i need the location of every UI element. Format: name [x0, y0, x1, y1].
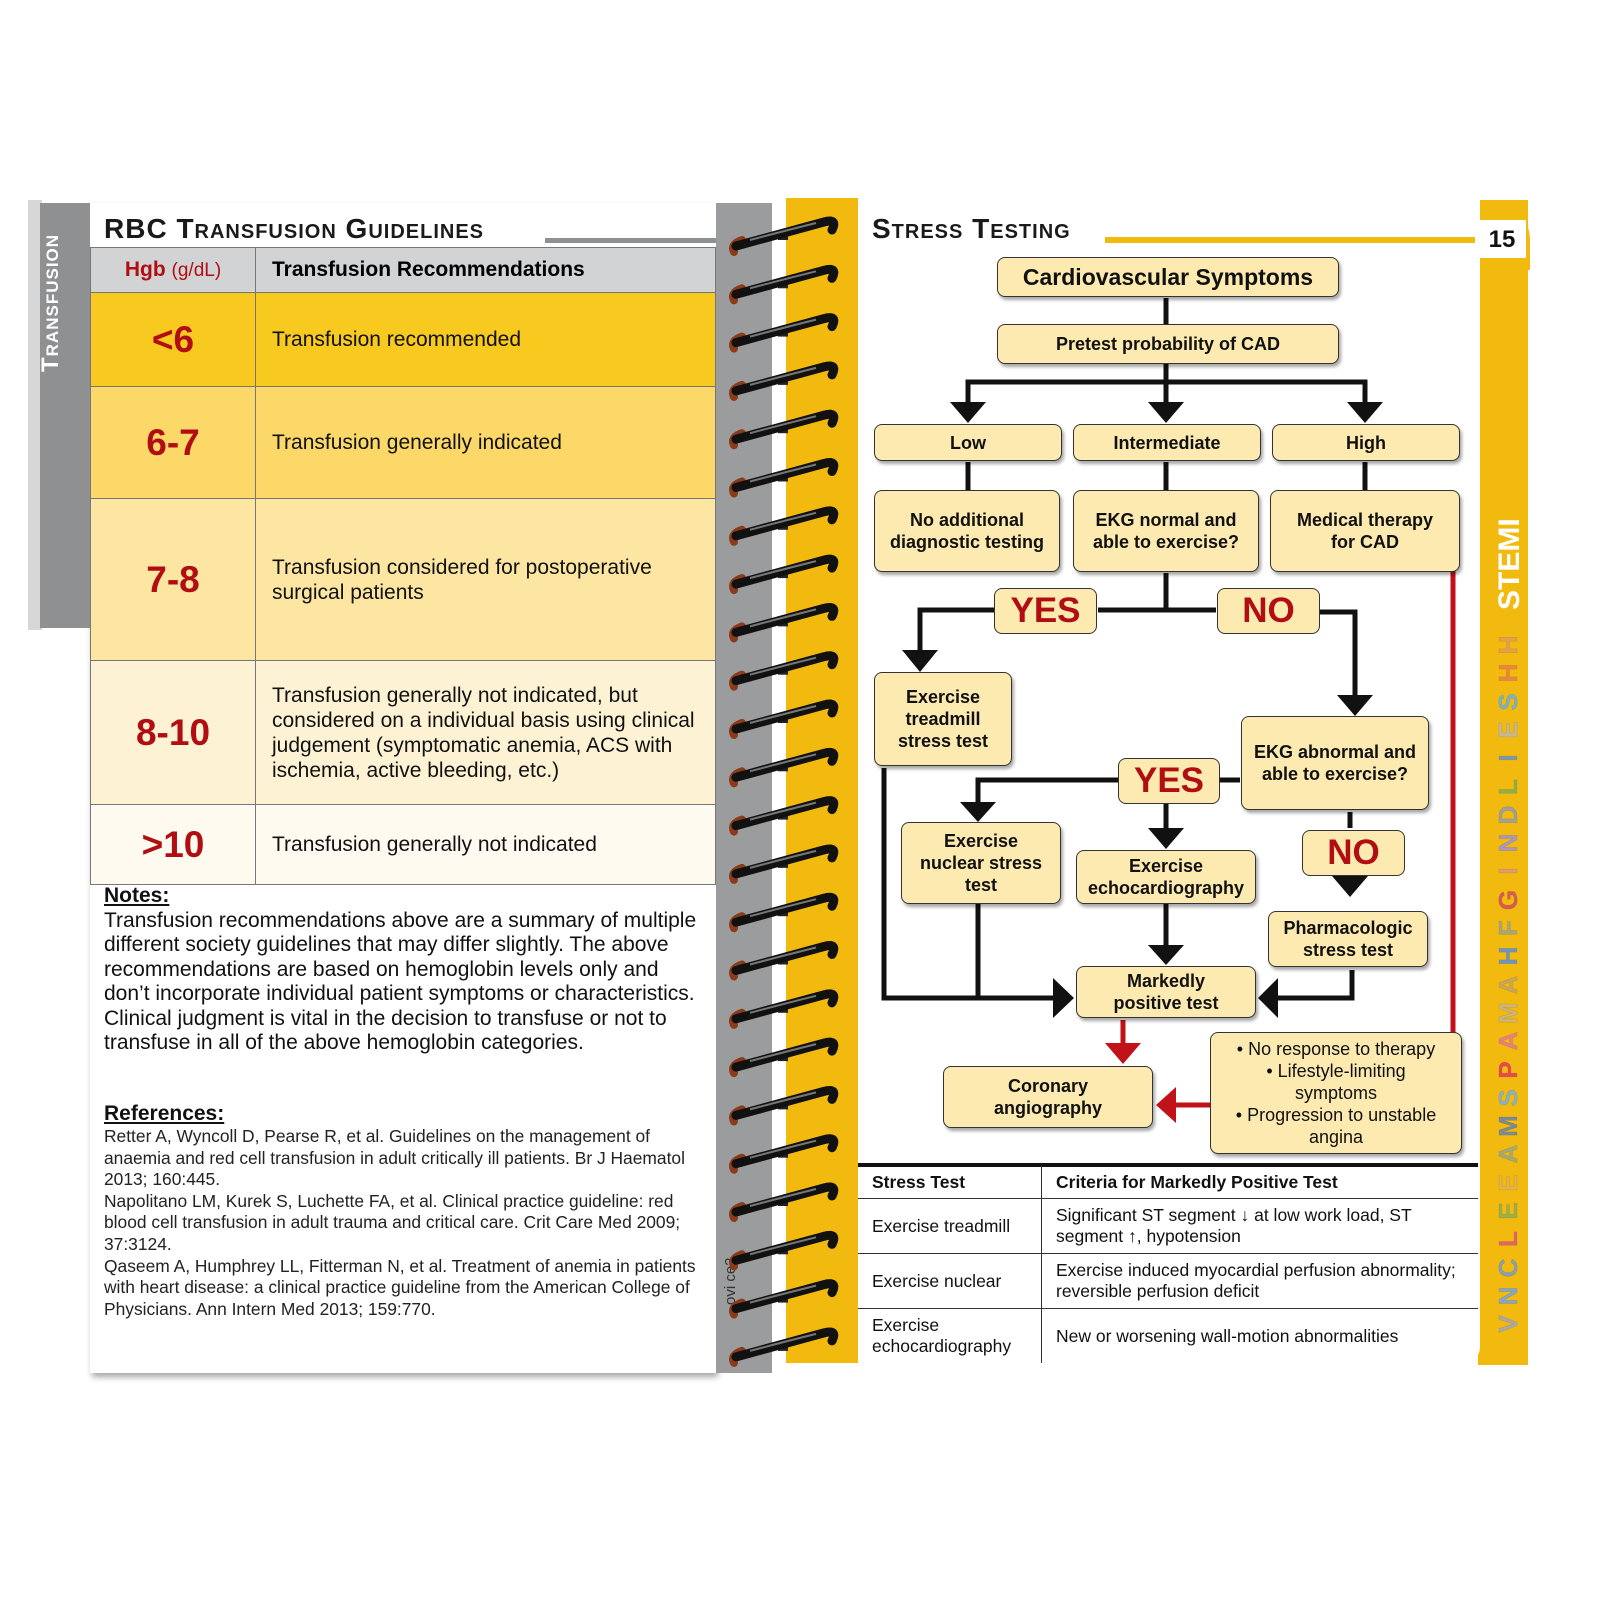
spiral-coil [733, 414, 834, 445]
criteria-header: Criteria for Markedly Positive Test [1042, 1166, 1479, 1199]
test-name: Exercise nuclear [858, 1254, 1042, 1309]
index-tab-letter[interactable]: M [1493, 1115, 1523, 1137]
page-number: 15 [1488, 226, 1516, 253]
references-section [104, 1102, 704, 1320]
table-row [858, 1199, 1478, 1254]
index-tab-letter[interactable]: N [1493, 1286, 1523, 1306]
transfusion-table [90, 247, 716, 885]
no-additional-testing-box: No additional diagnostic testing [874, 490, 1060, 572]
page-title-stress-testing: Stress Testing [872, 213, 1071, 244]
hgb-value: >10 [91, 805, 256, 885]
page-title-rbc: RBC Transfusion Guidelines [104, 213, 485, 244]
spiral-coil [733, 1284, 834, 1315]
connector [978, 780, 1118, 804]
table-row [91, 499, 716, 661]
index-tab-letter[interactable]: P [1493, 1060, 1523, 1079]
yes-label: YES [994, 588, 1097, 634]
pretest-probability-box: Pretest probability of CAD [997, 324, 1339, 364]
hgb-value: 8-10 [91, 661, 256, 805]
index-tab-letter[interactable]: A [1493, 1145, 1523, 1164]
index-tab-letter[interactable]: N [1493, 833, 1523, 853]
table-row [91, 293, 716, 387]
criteria-table [858, 1166, 1478, 1363]
hgb-value: 6-7 [91, 387, 256, 499]
arrowhead [1347, 402, 1383, 423]
spiral-binding [720, 200, 850, 1370]
recommendation-header: Transfusion Recommendations [256, 248, 716, 293]
arrowhead [950, 402, 986, 423]
table-row [91, 805, 716, 885]
yes-label: YES [1118, 758, 1220, 804]
spiral-coil [733, 607, 834, 638]
test-name: Exercise treadmill [858, 1199, 1042, 1254]
index-tab-letter[interactable]: L [1493, 778, 1523, 795]
spiral-coil [733, 1332, 834, 1363]
spiral-coil [733, 1042, 834, 1073]
index-tab-letter[interactable]: F [1493, 920, 1523, 936]
notes-text: Transfusion recommendations above are a summary of multiple different society guidelines that may differ slightly. The above recommendations are based on hemoglobin levels only and don’t incorporate individual patient symptoms or characteristics. Clinical judgment is vital in the decision to transfuse or not to transfuse in all of the above hemoglobin categories. [104, 908, 697, 1054]
spiral-coil [733, 897, 834, 928]
spiral-coil [733, 801, 834, 832]
table-row [858, 1309, 1478, 1364]
reference-item: Qaseem A, Humphrey LL, Fitterman N, et al. Treatment of anemia in patients with heart disease: a clinical practice guideline from the American College of Physicians. Ann Intern Med 2013; 159:770. [104, 1255, 696, 1319]
index-tab-letter[interactable]: G [1493, 889, 1523, 910]
test-name: Exercise echocardiography [858, 1309, 1042, 1364]
title-rule [545, 238, 716, 243]
reason-item: • Lifestyle-limiting symptoms [1266, 1061, 1406, 1103]
spiral-coil [733, 511, 834, 542]
spiral-coil [733, 1187, 834, 1218]
index-tab-letter[interactable]: H [1493, 663, 1523, 683]
cardiovascular-symptoms-box: Cardiovascular Symptoms [997, 257, 1339, 297]
low-box: Low [874, 424, 1062, 461]
connector [1278, 970, 1352, 998]
index-tab-letter[interactable]: L [1493, 1231, 1523, 1248]
recommendation-text: Transfusion generally indicated [256, 387, 716, 499]
table-row [858, 1254, 1478, 1309]
spiral-coil [733, 1090, 834, 1121]
reasons-box [1210, 1032, 1462, 1154]
index-tab-letter[interactable]: H [1493, 635, 1523, 655]
index-tab-letter[interactable]: A [1493, 975, 1523, 994]
index-tab-letter[interactable]: C [1493, 1258, 1523, 1277]
reason-item: • Progression to unstable angina [1235, 1105, 1437, 1147]
recommendation-text: Transfusion recommended [256, 293, 716, 387]
exercise-echo-box: Exercise echocardiography [1076, 850, 1256, 904]
index-tab-letter[interactable]: S [1493, 692, 1523, 711]
hgb-header: Hgb (g/dL) [91, 248, 256, 293]
arrowhead [1148, 402, 1184, 423]
medical-therapy-box: Medical therapy for CAD [1270, 490, 1460, 572]
spiral-coil [733, 946, 834, 977]
notes-label: Notes: [104, 884, 170, 907]
connector [920, 610, 994, 652]
arrowhead [1053, 978, 1074, 1018]
notes-section [104, 884, 704, 1056]
index-tab-letter[interactable]: E [1493, 1202, 1523, 1220]
section-tab-label [37, 312, 67, 372]
index-tab-letter[interactable]: A [1493, 1031, 1523, 1051]
connector [1319, 612, 1355, 697]
no-label: NO [1217, 588, 1320, 634]
markedly-positive-box: Markedly positive test [1076, 966, 1256, 1018]
pharmacologic-box: Pharmacologic stress test [1268, 911, 1428, 967]
spiral-coil [733, 1139, 834, 1170]
spiral-coil [733, 221, 834, 252]
index-tab-letter[interactable]: S [1493, 1089, 1523, 1107]
arrowhead [902, 650, 938, 672]
index-tab-letter[interactable]: V [1493, 1315, 1523, 1333]
intermediate-box: Intermediate [1073, 424, 1261, 461]
spiral-coil [733, 559, 834, 590]
ekg-abnormal-box: EKG abnormal and able to exercise? [1241, 716, 1429, 810]
references-label: References: [104, 1102, 225, 1125]
spiral-coil [733, 994, 834, 1025]
recommendation-text: Transfusion generally not indicated, but considered on a individual basis using clinical judgement (symptomatic anemia, ACS with ischemia, active bleeding, etc.) [256, 661, 716, 805]
test-criteria: Significant ST segment ↓ at low work load, ST segment ↑, hypotension [1042, 1199, 1479, 1254]
arrowhead-red [1105, 1043, 1141, 1064]
index-tab-letter[interactable]: E [1493, 1174, 1523, 1192]
high-box: High [1272, 424, 1460, 461]
exercise-nuclear-box: Exercise nuclear stress test [901, 822, 1061, 904]
recommendation-text: Transfusion generally not indicated [256, 805, 716, 885]
stress-test-header: Stress Test [858, 1166, 1042, 1199]
arrowhead-red [1156, 1087, 1176, 1123]
arrowhead [1337, 695, 1373, 716]
spiral-coil [733, 318, 834, 349]
hgb-value: <6 [91, 293, 256, 387]
reference-item: Napolitano LM, Kurek S, Luchette FA, et al. Clinical practice guideline: red blood cell transfusion in adult trauma and critical care. Crit Care Med 2009; 37:3124. [104, 1190, 681, 1254]
test-criteria: Exercise induced myocardial perfusion abnormality; reversible perfusion deficit [1042, 1254, 1479, 1309]
arrowhead [1148, 828, 1184, 849]
index-tab-letter[interactable]: E [1493, 721, 1523, 739]
spiral-coil [733, 1235, 834, 1266]
spiral-coil [733, 269, 834, 300]
arrowhead [1258, 978, 1278, 1018]
table-row [91, 661, 716, 805]
table-row [91, 387, 716, 499]
spiral-coil [733, 752, 834, 783]
reference-item: Retter A, Wyncoll D, Pearse R, et al. Guidelines on the management of anaemia and red cell transfusion in adult critically ill patients. Br J Haematol 2013; 160:445. [104, 1126, 685, 1190]
reason-item: • No response to therapy [1236, 1039, 1436, 1059]
index-tab-letter[interactable]: I [1493, 754, 1523, 762]
index-tab-letter[interactable]: I [1493, 867, 1523, 876]
spiral-coil [733, 704, 834, 735]
spiral-coil [733, 656, 834, 687]
spiral-coil [733, 849, 834, 880]
spiral-coil [733, 366, 834, 397]
recommendation-text: Transfusion considered for postoperative surgical patients [256, 499, 716, 661]
index-tab-letter[interactable]: D [1493, 805, 1523, 825]
index-tab-letter[interactable]: M [1493, 1002, 1523, 1024]
hgb-value: 7-8 [91, 499, 256, 661]
connector [1098, 573, 1166, 610]
index-tab-stemi[interactable]: STEMI [1493, 518, 1526, 610]
ekg-normal-box: EKG normal and able to exercise? [1073, 490, 1259, 572]
index-tab-letter[interactable]: H [1493, 946, 1523, 966]
arrowhead [960, 802, 996, 822]
arrowhead [1332, 876, 1368, 897]
spine-text: ovi ce2 [722, 1257, 739, 1305]
spiral-coil [733, 463, 834, 494]
coronary-angiography-box: Coronary angiography [943, 1066, 1153, 1128]
no-label: NO [1302, 830, 1405, 876]
exercise-treadmill-box: Exercise treadmill stress test [874, 672, 1012, 766]
arrowhead [1148, 945, 1184, 965]
test-criteria: New or worsening wall-motion abnormalities [1056, 1325, 1399, 1346]
